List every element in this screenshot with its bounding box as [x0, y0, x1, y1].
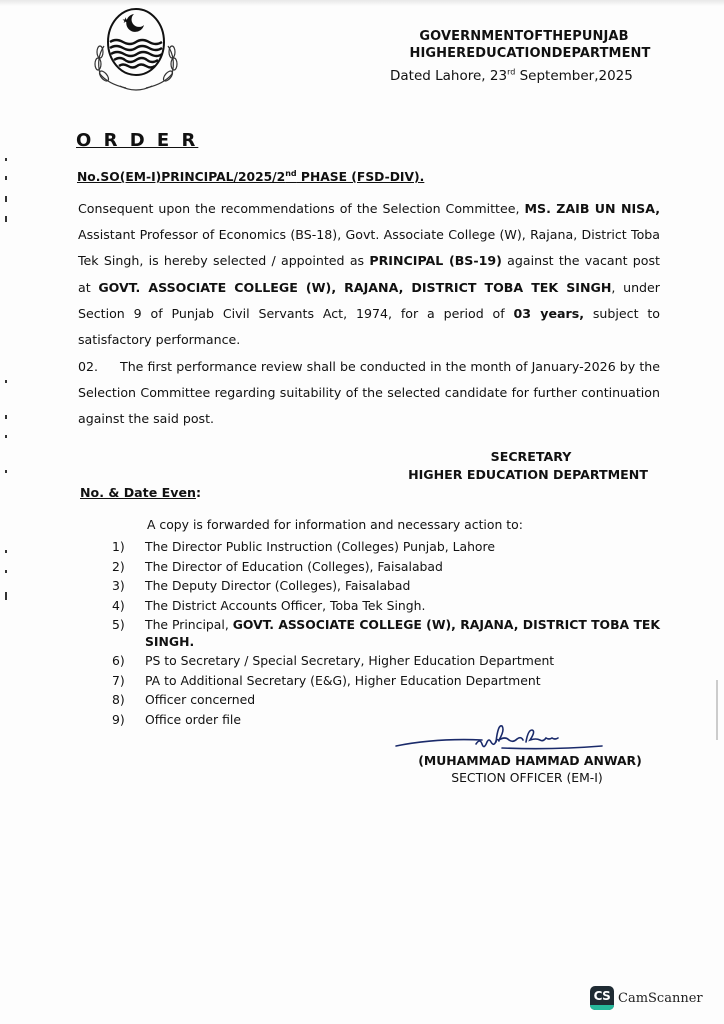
paragraph-number: 02. — [78, 359, 99, 374]
order-number-suffix: PHASE (FSD-DIV). — [296, 170, 425, 184]
copy-forward-intro: A copy is forwarded for information and necessary action to: — [147, 517, 523, 532]
camscanner-logo-icon — [590, 986, 614, 1010]
list-item — [112, 557, 660, 577]
college-name: GOVT. ASSOCIATE COLLEGE (W), RAJANA, DISTRICT TOBA TEK SINGH — [98, 279, 612, 295]
signatory-designation: SECTION OFFICER (EM-I) — [451, 770, 603, 785]
tenure-period: 03 years, — [513, 305, 585, 321]
dated-suffix: September,2025 — [515, 68, 633, 84]
list-item-number: 9) — [112, 711, 125, 727]
p1-text: Assistant Professor of Economics (BS-18), Govt. Associate College (W), Rajana, District Toba Tek Singh, is hereby selected / appointed as — [78, 227, 660, 269]
list-item — [112, 690, 660, 710]
list-item-text-bold: GOVT. ASSOCIATE COLLEGE (W), RAJANA, DISTRICT TOBA TEK SINGH. — [145, 617, 660, 649]
scan-edge-mark — [716, 680, 718, 740]
list-item-text: PA to Additional Secretary (E&G), Higher Education Department — [145, 672, 541, 688]
list-item-number: 5) — [112, 617, 125, 632]
list-item-text: The Director Public Instruction (Colleges) Punjab, Lahore — [145, 539, 495, 554]
secretary-department: HIGHER EDUCATION DEPARTMENT — [408, 467, 648, 482]
list-item — [112, 537, 660, 557]
dated-sup: rd — [507, 67, 516, 77]
list-item-number: 8) — [112, 692, 125, 707]
order-number-sup: nd — [285, 168, 297, 178]
camscanner-watermark — [590, 986, 703, 1010]
no-date-even-colon: : — [195, 485, 201, 500]
list-item-number: 3) — [112, 578, 125, 593]
appointed-post: PRINCIPAL (BS-19) — [369, 253, 502, 269]
margin-scan-marks — [3, 140, 11, 620]
list-item — [112, 576, 660, 596]
secretary-title: SECRETARY — [490, 449, 572, 464]
signatory-name: (MUHAMMAD HAMMAD ANWAR) — [418, 753, 642, 768]
list-item-text: Office order file — [145, 711, 241, 727]
order-paragraph-1 — [78, 196, 660, 353]
p1-text: subject to satisfactory performance. — [78, 305, 661, 348]
p2-text: The first performance review shall be conducted in the month of January-2026 by the Selection Committee regarding suitability of the selected candidate for further continuation against the said post. — [78, 359, 660, 427]
letterhead — [380, 28, 680, 84]
dated-prefix: Dated Lahore, 23 — [390, 68, 508, 84]
list-item — [112, 615, 660, 651]
list-item-number: 2) — [112, 558, 125, 574]
svg-text:★: ★ — [122, 16, 130, 25]
list-item-text: The Deputy Director (Colleges), Faisalabad — [145, 578, 411, 593]
list-item — [112, 671, 660, 691]
order-paragraph-2 — [78, 354, 660, 433]
no-date-even — [80, 485, 201, 500]
candidate-name: MS. ZAIB UN NISA, — [524, 201, 661, 216]
camscanner-name: CamScanner — [618, 990, 703, 1006]
no-date-even-label: No. & Date Even — [80, 485, 196, 500]
list-item-text — [145, 615, 660, 651]
list-item — [112, 596, 660, 616]
copy-distribution-list — [112, 537, 660, 729]
list-item-text: The District Accounts Officer, Toba Tek Singh. — [145, 597, 426, 613]
p1-text: Consequent upon the recommendations of the Selection Committee, — [78, 201, 525, 216]
p1-text: , under Section 9 of Punjab Civil Servants Act, 1974, for a period of — [78, 279, 660, 321]
government-of-punjab-emblem-icon — [84, 4, 188, 94]
letterhead-department: HIGHEREDUCATIONDEPARTMENT — [409, 46, 651, 61]
order-number — [77, 170, 424, 184]
order-number-prefix: No.SO(EM-I)PRINCIPAL/2025/2 — [77, 170, 286, 184]
list-item-number: 7) — [112, 672, 125, 688]
signatory-block — [400, 753, 660, 785]
camscanner-logo-text: CS — [593, 989, 611, 1003]
list-item-text: Officer concerned — [145, 692, 256, 707]
list-item-number: 1) — [112, 539, 125, 554]
letterhead-government: GOVERNMENTOFTHEPUNJAB — [419, 29, 629, 44]
p1-text: against the vacant post at — [78, 253, 660, 295]
list-item-number: 4) — [112, 597, 125, 613]
secretary-block — [398, 448, 658, 484]
list-item-text: The Director of Education (Colleges), Faisalabad — [145, 558, 443, 574]
order-title: O R D E R — [76, 130, 199, 151]
list-item-text-plain: The Principal, — [145, 617, 233, 632]
list-item-number: 6) — [112, 653, 125, 668]
list-item-text: PS to Secretary / Special Secretary, Higher Education Department — [145, 653, 555, 668]
dated-line — [390, 68, 680, 84]
list-item — [112, 651, 660, 671]
